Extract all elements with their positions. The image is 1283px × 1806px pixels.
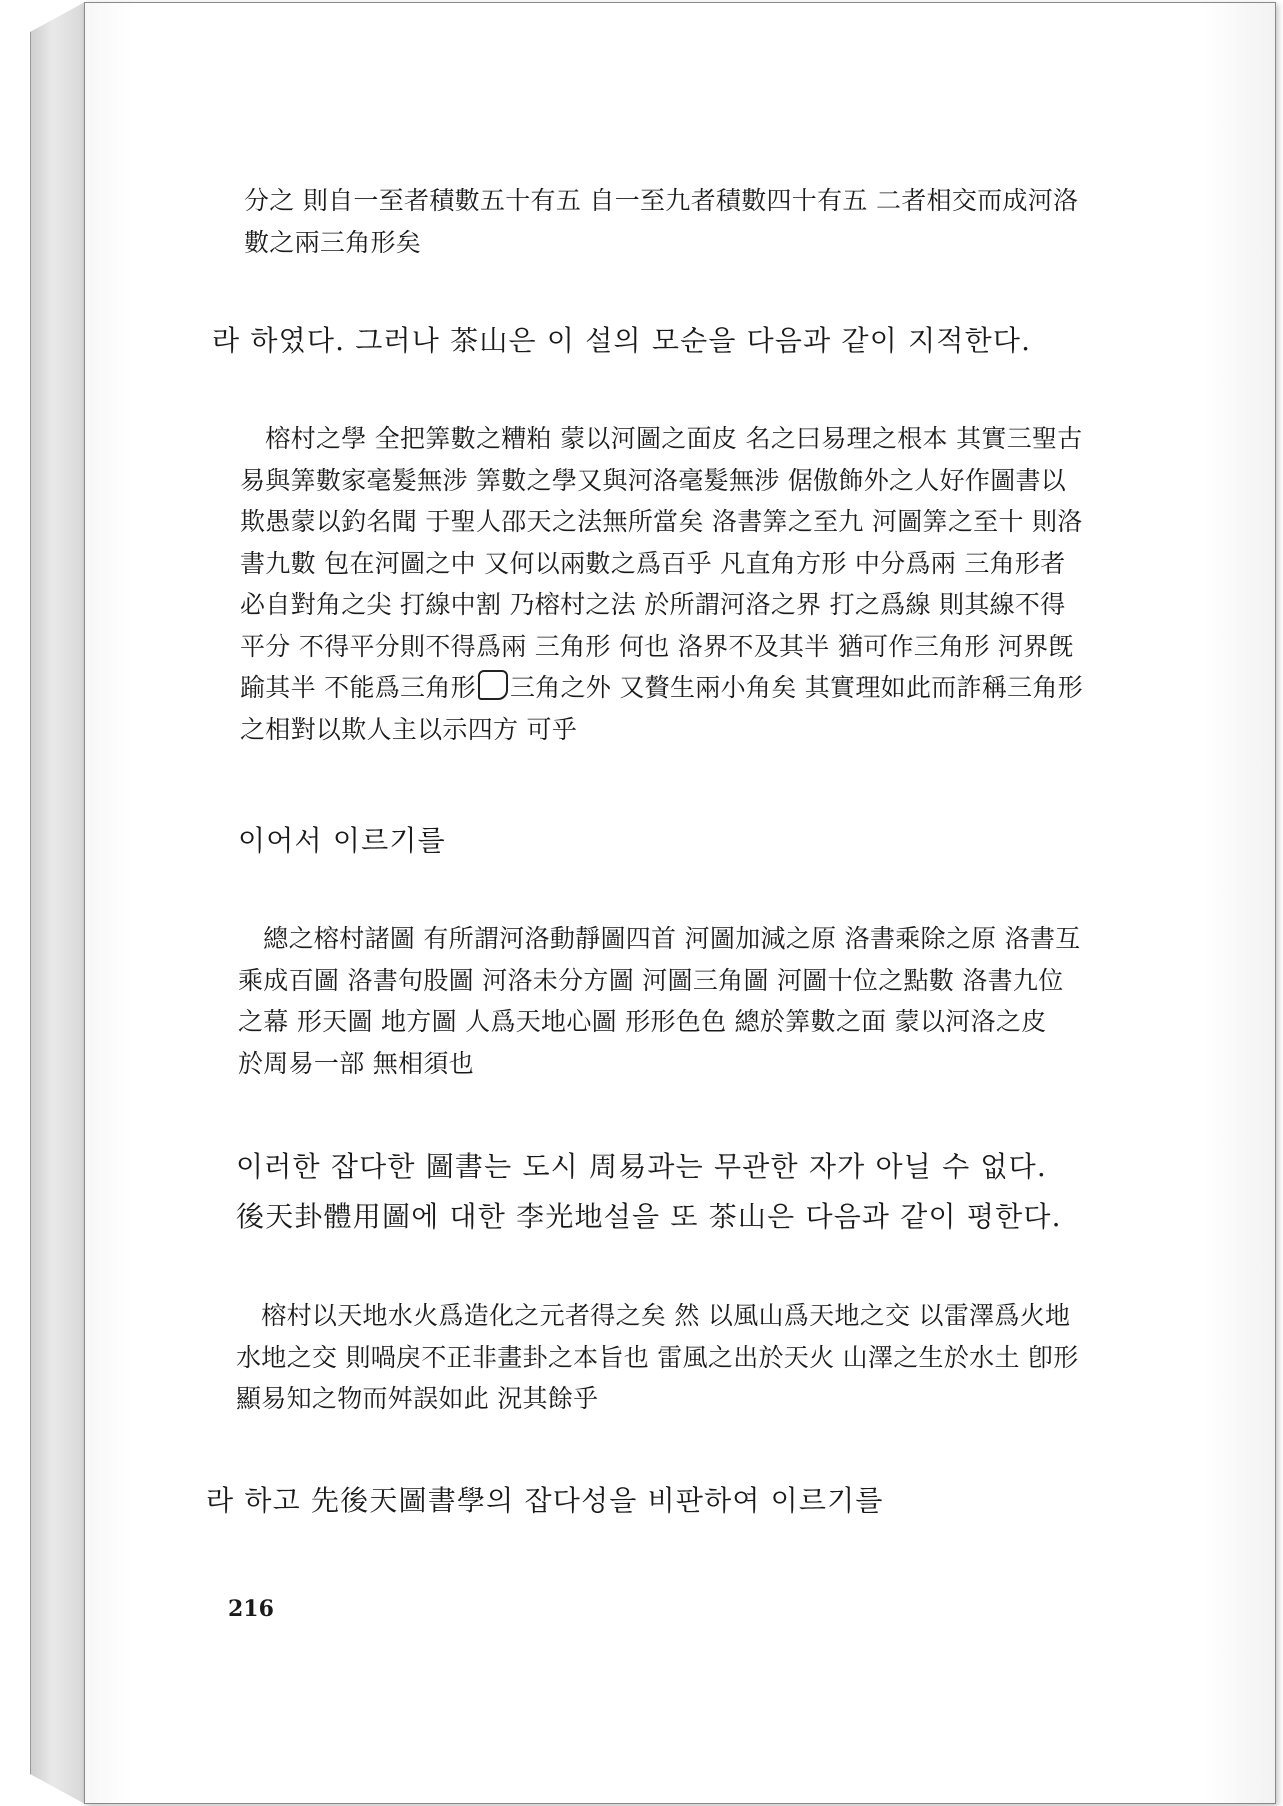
text-line: 之相對以欺人主以示四方 可乎 [240,714,578,744]
text-line: 總之榕村諸圖 有所謂河洛動靜圖四首 河圖加減之原 洛書乘除之原 洛書互 [238,924,1081,953]
text-line: 이러한 잡다한 圖書는 도시 周易과는 무관한 자가 아닐 수 없다. [236,1150,1048,1183]
korean-paragraph-2 [238,816,446,866]
korean-paragraph-3 [236,1142,1062,1242]
quote-block-2 [240,418,1083,750]
text-line: 數之兩三角形矣 [244,227,422,257]
text-segment: 三角之外 又贅生兩小角矣 其實理如此而詐稱三角形 [509,673,1084,702]
text-segment: 踰其半 不能爲三角形 [240,673,476,702]
korean-paragraph-4 [206,1476,884,1526]
book-spine [30,2,85,1804]
missing-glyph-icon [478,670,508,700]
text-line: 之幕 形天圖 地方圖 人爲天地心圖 形形色色 總於筭數之面 蒙以河洛之皮 [238,1007,1047,1036]
text-line: 榕村以天地水火爲造化之元者得之矣 然 以風山爲天地之交 以雷澤爲火地 [236,1301,1071,1330]
text-line: 分之 則自一至者積數五十有五 自一至九者積數四十有五 二者相交而成河洛 [244,186,1079,215]
korean-paragraph-1 [212,316,1031,366]
page-number: 216 [228,1596,274,1622]
text-line: 水地之交 則喎戾不正非畫卦之本旨也 雷風之出於天火 山澤之生於水土 卽形 [236,1342,1079,1372]
text-line: 欺愚蒙以釣名聞 于聖人邵天之法無所當矣 洛書筭之至九 河圖筭之至十 則洛 [240,507,1083,536]
text-line: 後天卦體用圖에 대한 李光地설을 또 茶山은 다음과 같이 평한다. [236,1200,1062,1233]
text-line: 於周易一部 無相須也 [238,1048,474,1078]
text-line: 乘成百圖 洛書句股圖 河洛未分方圖 河圖三角圖 河圖十位之點數 洛書九位 [238,965,1064,995]
text-line: 라 하고 先後天圖書學의 잡다성을 비판하여 이르기를 [206,1484,884,1517]
quote-block-1 [244,180,1078,263]
text-line: 榕村之學 全把筭數之糟粕 蒙以河圖之面皮 名之曰易理之根本 其實三聖古 [240,424,1083,453]
text-line: 必自對角之尖 打線中割 乃榕村之法 於所謂河洛之界 打之爲線 則其線不得 [240,590,1066,619]
text-line: 書九數 包在河圖之中 又何以兩數之爲百乎 凡直角方形 中分爲兩 三角形者 [240,548,1066,578]
text-line: 平分 不得平分則不得爲兩 三角形 何也 洛界不及其半 猶可作三角形 河界旣 [240,631,1074,661]
book-page [84,2,1276,1804]
text-line: 라 하였다. 그러나 茶山은 이 설의 모순을 다음과 같이 지적한다. [212,324,1032,357]
quote-block-4 [236,1295,1079,1420]
quote-block-3 [238,918,1081,1084]
text-line: 顯易知之物而舛誤如此 況其餘乎 [236,1384,599,1413]
text-line: 이어서 이르기를 [238,824,446,857]
text-line: 易與筭數家毫髮無涉 筭數之學又與河洛毫髮無涉 倨傲飾外之人好作圖書以 [240,465,1067,495]
text-line [240,667,1083,709]
